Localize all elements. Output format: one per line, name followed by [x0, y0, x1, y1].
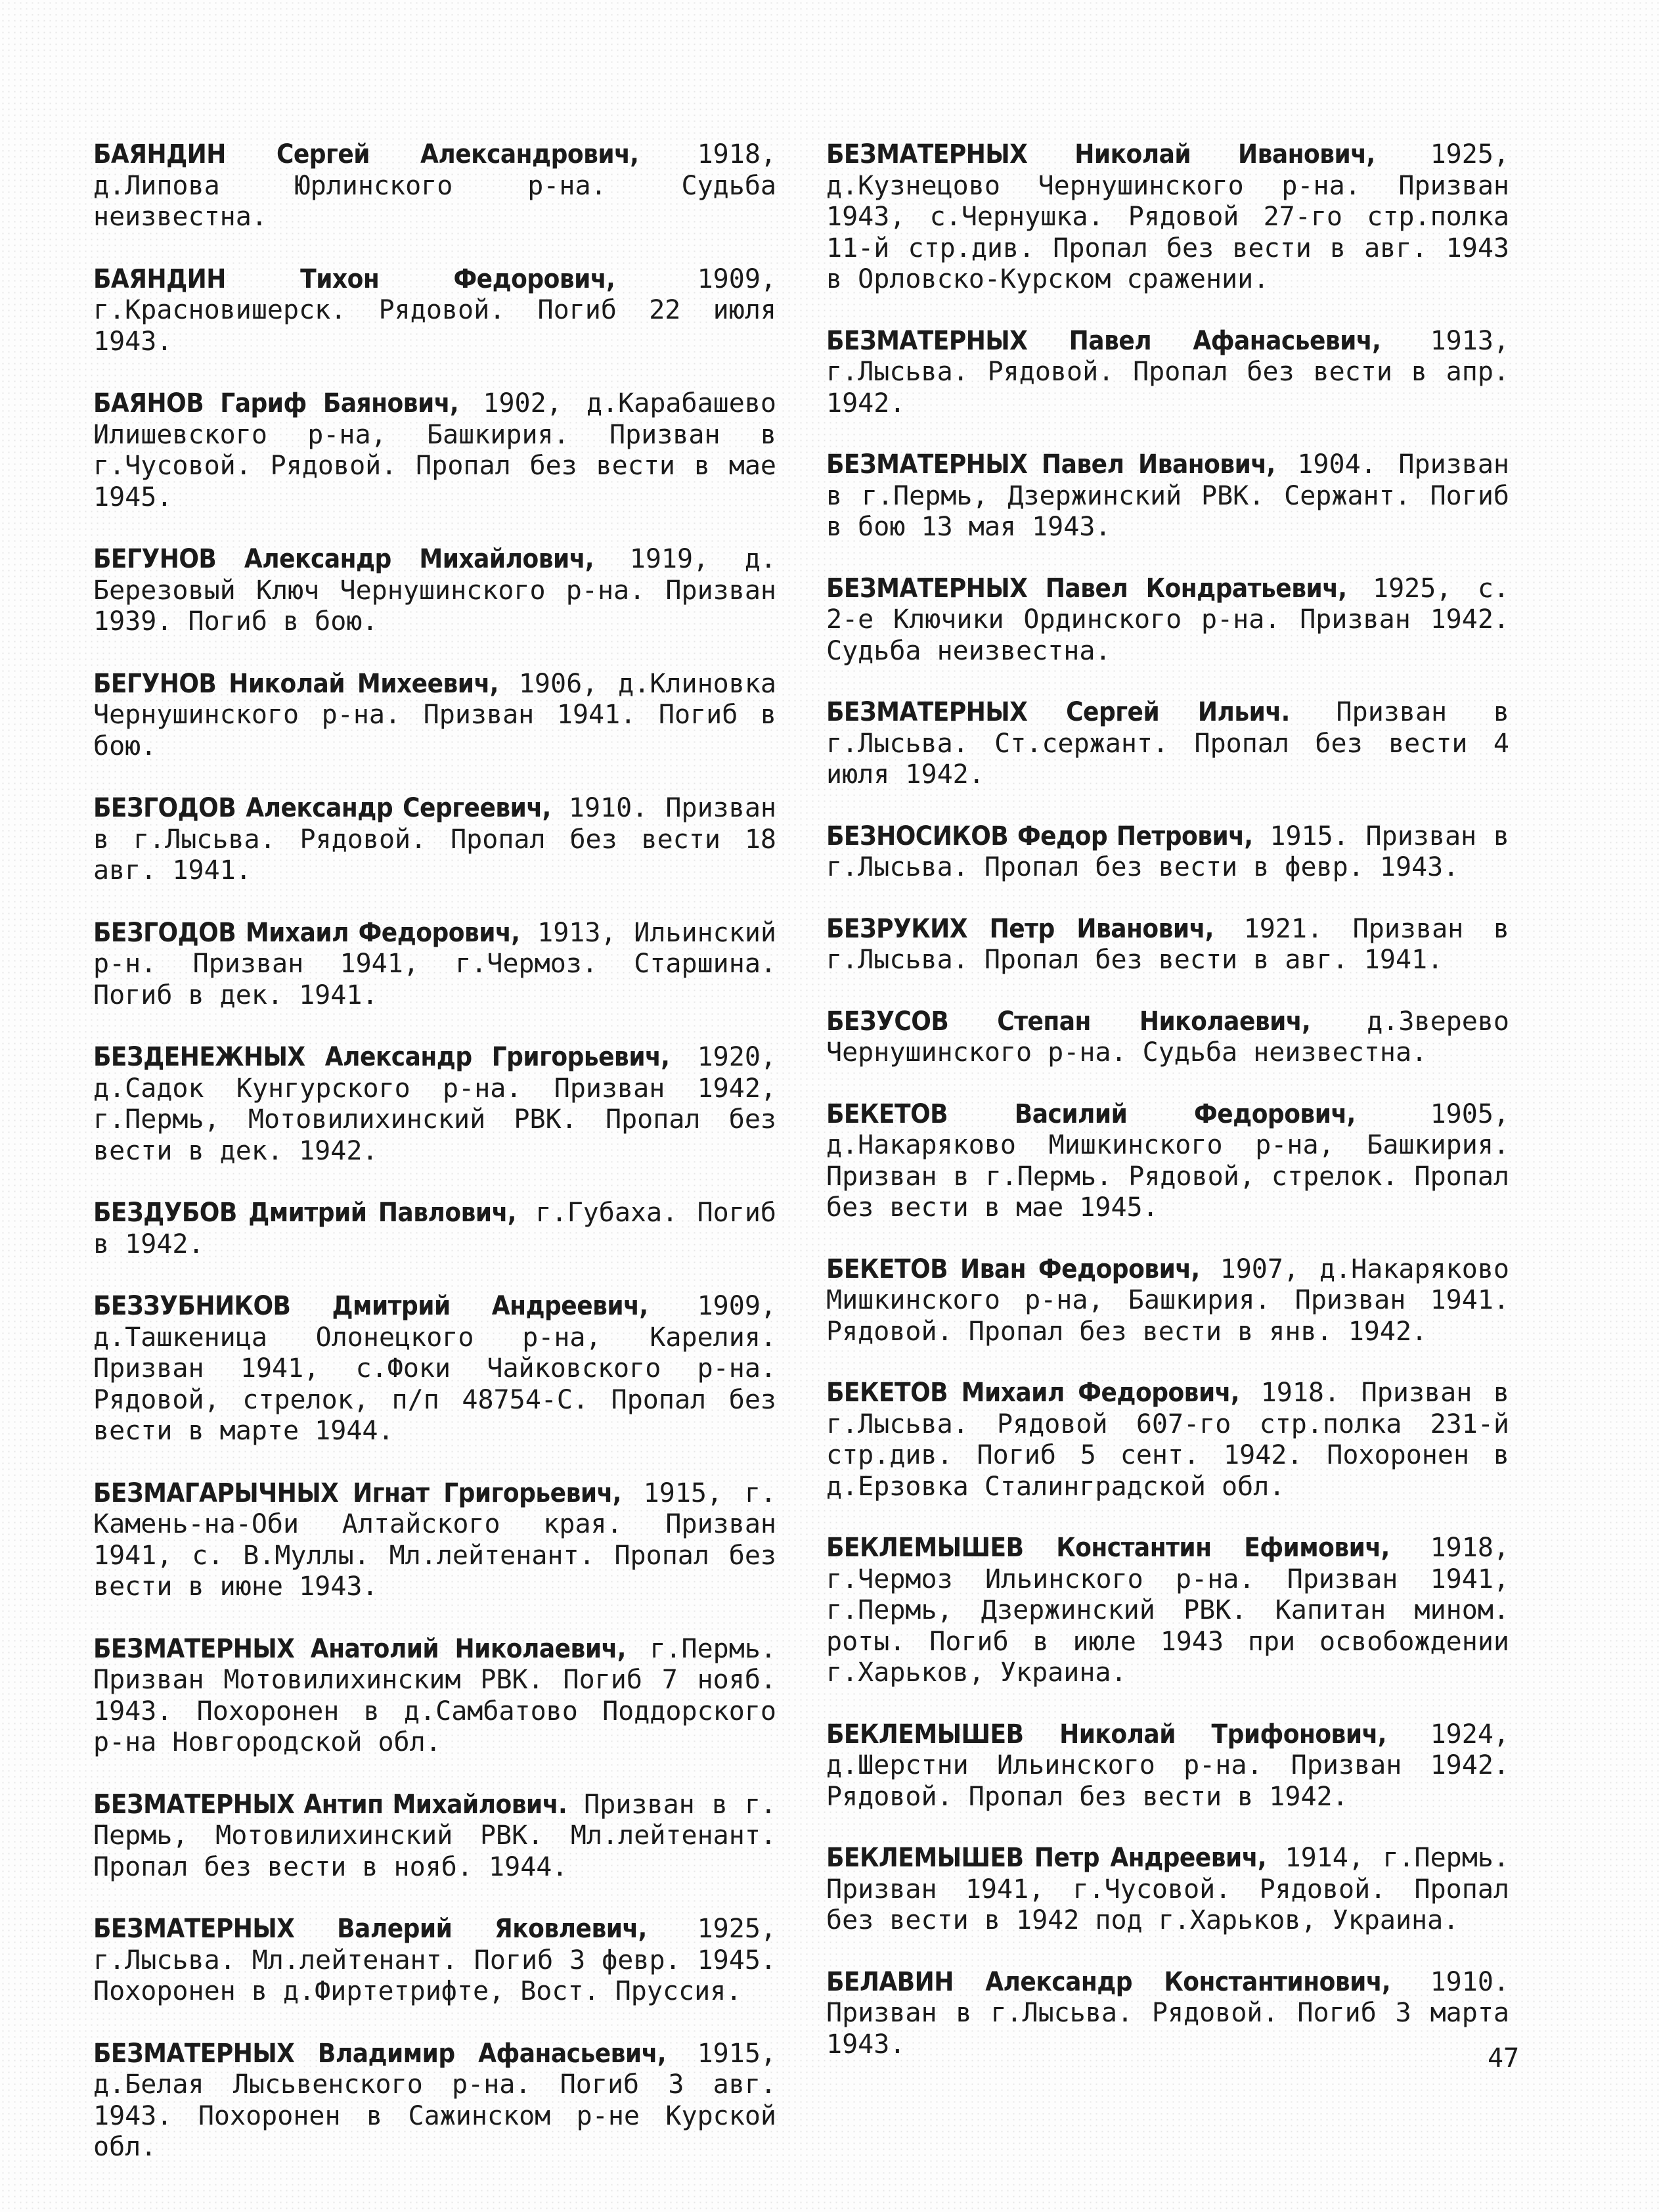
person-name: БЕЗМАТЕРНЫХ Павел Афанасьевич,: [826, 325, 1381, 356]
person-name: БЕЗУСОВ Степан Николаевич,: [826, 1006, 1311, 1037]
person-details: 1906, д.Клиновка Чернушинского р-на. Призван 1941. Погиб в бою.: [93, 668, 776, 761]
person-name: БЕЗМАТЕРНЫХ Владимир Афанасьевич,: [93, 2038, 667, 2069]
biography-entry: [93, 388, 776, 513]
person-details: 1915. Призван в г.Лысьва. Пропал без вести в февр. 1943.: [826, 821, 1509, 882]
person-details: 1913, г.Лысьва. Рядовой. Пропал без вести в апр. 1942.: [826, 325, 1509, 418]
person-name: БЕЗМАТЕРНЫХ Павел Кондратьевич,: [826, 573, 1347, 604]
biography-entry: [826, 1099, 1509, 1224]
person-name: БЕЗДУБОВ Дмитрий Павлович,: [93, 1198, 516, 1228]
biography-entry: [93, 1198, 776, 1260]
biography-entry: [93, 544, 776, 638]
person-details: 1915, д.Белая Лысьвенского р-на. Погиб 3 авг. 1943. Похоронен в Сажинском р-не Курской обл.: [93, 2038, 776, 2162]
biography-entry: [826, 697, 1509, 791]
person-details: д.Зверево Чернушинского р-на. Судьба неизвестна.: [826, 1006, 1509, 1068]
person-details: 1918. Призван в г.Лысьва. Рядовой 607-го стр.полка 231-й стр.див. Погиб 5 сент. 1942. Похоронен в д.Ерзовка Сталинградской обл.: [826, 1378, 1509, 1502]
biography-entry: [93, 1634, 776, 1759]
person-name: БЕЗРУКИХ Петр Иванович,: [826, 913, 1214, 944]
biography-entry: [93, 2039, 776, 2163]
person-details: г.Губаха. Погиб в 1942.: [93, 1198, 776, 1259]
person-details: 1924, д.Шерстни Ильинского р-на. Призван 1942. Рядовой. Пропал без вести в 1942.: [826, 1719, 1509, 1812]
person-details: 1918, г.Чермоз Ильинского р-на. Призван 1941, г.Пермь, Дзержинский РВК. Капитан мином. роты. Погиб в июле 1943 при освобождении г.Харьков, Украина.: [826, 1533, 1510, 1688]
biography-entry: [93, 1478, 776, 1603]
biography-entry: [826, 1254, 1509, 1348]
person-details: Призван в г.Лысьва. Ст.сержант. Пропал без вести 4 июля 1942.: [826, 697, 1509, 790]
person-details: 1925, д.Кузнецово Чернушинского р-на. Призван 1943, с.Чернушка. Рядовой 27-го стр.полка 11-й стр.див. Пропал без вести в авг. 1943 в Орловско-Курском сражении.: [826, 139, 1509, 294]
person-name: БЕЗЗУБНИКОВ Дмитрий Андреевич,: [93, 1291, 648, 1321]
person-details: 1921. Призван в г.Лысьва. Пропал без вести в авг. 1941.: [826, 913, 1509, 975]
person-details: 1914, г.Пермь. Призван 1941, г.Чусовой. Рядовой. Пропал без вести в 1942 под г.Харьков, Украина.: [826, 1843, 1509, 1935]
person-details: 1910. Призван в г.Лысьва. Рядовой. Погиб 3 марта 1943.: [826, 1966, 1509, 2060]
biography-entry: [826, 821, 1509, 884]
biography-entry: [826, 1843, 1509, 1937]
person-name: БЕГУНОВ Александр Михайлович,: [93, 544, 594, 574]
person-name: БАЯНДИН Тихон Федорович,: [93, 263, 615, 294]
biography-entry: [93, 264, 776, 358]
biography-entry: [826, 1967, 1509, 2061]
person-name: БАЯНОВ Гариф Баянович,: [93, 388, 459, 418]
person-name: БЕЗМАТЕРНЫХ Павел Иванович,: [826, 449, 1275, 480]
person-details: 1905, д.Накаряково Мишкинского р-на, Башкирия. Призван в г.Пермь. Рядовой, стрелок. Пропал без вести в мае 1945.: [826, 1098, 1509, 1223]
right-column: [826, 139, 1509, 2090]
person-name: БЕЗГОДОВ Александр Сергеевич,: [93, 793, 551, 823]
biography-entry: [826, 139, 1509, 296]
person-name: БЕЗДЕНЕЖНЫХ Александр Григорьевич,: [93, 1042, 670, 1072]
person-name: БЕЗМАТЕРНЫХ Анатолий Николаевич,: [93, 1633, 626, 1664]
person-name: БЕЗМАГАРЫЧНЫХ Игнат Григорьевич,: [93, 1478, 621, 1508]
person-details: 1909, д.Ташкеница Олонецкого р-на, Карелия. Призван 1941, с.Фоки Чайковского р-на. Рядовой, стрелок, п/п 48754-С. Пропал без вести в марте 1944.: [93, 1291, 776, 1446]
person-details: 1907, д.Накаряково Мишкинского р-на, Башкирия. Призван 1941. Рядовой. Пропал без вести в янв. 1942.: [826, 1253, 1510, 1347]
person-name: БЕКЕТОВ Михаил Федорович,: [826, 1378, 1240, 1408]
biography-entry: [93, 918, 776, 1012]
person-name: БЕКЛЕМЫШЕВ Петр Андреевич,: [826, 1843, 1267, 1873]
person-details: 1919, д. Березовый Ключ Чернушинского р-на. Призван 1939. Погиб в бою.: [93, 544, 776, 637]
biography-entry: [93, 669, 776, 763]
person-name: БЕЗМАТЕРНЫХ Антип Михайлович.: [93, 1789, 567, 1820]
biography-entry: [826, 1719, 1509, 1813]
person-details: г.Пермь. Призван Мотовилихинским РВК. Погиб 7 нояб. 1943. Похоронен в д.Самбатово Поддорского р-на Новгородской обл.: [93, 1633, 776, 1757]
person-details: 1918, д.Липова Юрлинского р-на. Судьба неизвестна.: [93, 139, 776, 232]
biography-entry: [93, 1914, 776, 2008]
person-details: 1909, г.Красновишерск. Рядовой. Погиб 22 июля 1943.: [93, 263, 776, 357]
person-name: БЕЗНОСИКОВ Федор Петрович,: [826, 821, 1253, 851]
person-details: 1910. Призван в г.Лысьва. Рядовой. Пропал без вести 18 авг. 1941.: [93, 793, 776, 886]
person-name: БЕКЛЕМЫШЕВ Николай Трифонович,: [826, 1719, 1386, 1749]
biography-entry: [826, 914, 1509, 976]
page-number: 47: [1488, 2043, 1520, 2073]
person-details: Призван в г. Пермь, Мотовилихинский РВК. Мл.лейтенант. Пропал без вести в нояб. 1944.: [93, 1789, 776, 1882]
person-name: БЕЗМАТЕРНЫХ Валерий Яковлевич,: [93, 1914, 647, 1944]
biography-entry: [826, 1006, 1509, 1069]
person-details: 1902, д.Карабашево Илишевского р-на, Башкирия. Призван в г.Чусовой. Рядовой. Пропал без вести в мае 1945.: [93, 388, 776, 512]
person-name: БЕГУНОВ Николай Михеевич,: [93, 668, 498, 699]
biography-entry: [826, 449, 1509, 543]
biography-entry: [93, 1042, 776, 1167]
person-name: БЕЛАВИН Александр Константинович,: [826, 1966, 1391, 1997]
person-details: 1915, г. Камень-на-Оби Алтайского края. Призван 1941, с. В.Муллы. Мл.лейтенант. Пропал без вести в июне 1943.: [93, 1478, 776, 1602]
person-details: 1904. Призван в г.Пермь, Дзержинский РВК. Сержант. Погиб в бою 13 мая 1943.: [826, 449, 1509, 542]
person-details: 1925, г.Лысьва. Мл.лейтенант. Погиб 3 февр. 1945. Похоронен в д.Фиртетрифте, Вост. Пруссия.: [93, 1914, 776, 2006]
biography-entry: [93, 139, 776, 233]
person-name: БЕКЛЕМЫШЕВ Константин Ефимович,: [826, 1533, 1390, 1563]
biography-entry: [826, 326, 1509, 420]
biography-entry: [93, 1291, 776, 1447]
biography-entry: [826, 574, 1509, 667]
person-name: БЕКЕТОВ Василий Федорович,: [826, 1098, 1356, 1129]
left-column: [93, 139, 776, 2194]
person-name: БЕЗМАТЕРНЫХ Сергей Ильич.: [826, 697, 1290, 727]
person-name: БЕЗГОДОВ Михаил Федорович,: [93, 917, 520, 948]
biography-entry: [93, 793, 776, 887]
person-details: 1920, д.Садок Кунгурского р-на. Призван 1942, г.Пермь, Мотовилихинский РВК. Пропал без вести в дек. 1942.: [93, 1042, 777, 1166]
person-details: 1913, Ильинский р-н. Призван 1941, г.Чермоз. Старшина. Погиб в дек. 1941.: [93, 917, 776, 1010]
biography-entry: [826, 1533, 1509, 1689]
biography-entry: [826, 1378, 1509, 1502]
person-name: БЕКЕТОВ Иван Федорович,: [826, 1253, 1200, 1284]
person-name: БАЯНДИН Сергей Александрович,: [93, 139, 639, 169]
person-name: БЕЗМАТЕРНЫХ Николай Иванович,: [826, 139, 1375, 169]
person-details: 1925, с. 2-е Ключики Ординского р-на. Призван 1942. Судьба неизвестна.: [826, 573, 1509, 666]
biography-entry: [93, 1790, 776, 1884]
